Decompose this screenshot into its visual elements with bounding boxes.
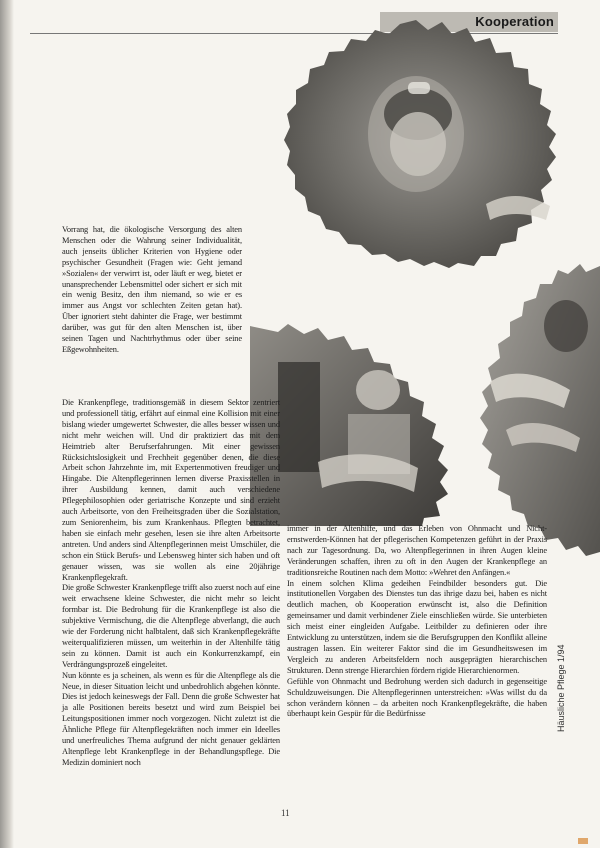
paragraph: Vorrang hat, die ökologische Versorgung des alten Menschen oder die Wahrung seiner Individualität, auch jenseits üblicher Kriterien von Hygiene oder psychischer Gesundheit (Fragen wie: Geht jemand »Sozialen« der verwirrt ist, oder läuft er weg, bietet er unansprechender Lebensmittel oder sichert er sich mit ein wenig Besitz, den ihm niemand, so wie er es immer aus Angst vor schlechten Zeiten getan hat). Über ignoriert steht dahinter die Frage, wer bestimmt darüber, was gut für den alten Menschen ist, über seinen Tagen und Nachtrhythmus oder über seine Eßgewohnheiten. [62,225,242,354]
photo-caregiver-hands [470,262,600,558]
section-title: Kooperation [475,14,554,29]
text-column-left [62,398,280,769]
text-column-left-top [62,225,242,356]
corner-mark [578,838,588,844]
page-number: 11 [281,808,290,818]
binding-shadow [0,0,14,848]
photo-care-scene [248,322,470,526]
journal-issue-label: Häusliche Pflege 1/94 [556,644,566,732]
paragraph: Die Krankenpflege, traditionsgemäß in diesem Sektor zentriert und professionell tätig, erfährt auf einmal eine Kollision mit einer bislang wieder umgewertet Schwester, die alles besser wissen und nicht mehr weichen will. Und dir praktiziert das mit dem Heimtrieb alter Berufserfahrungen. Mit einer gewissen Rücksichtslosigkeit und Frechheit gegenüber denen, die diese Arbeit schon Jahrzehnte im, mit Expertenmotiven freudiger und Hingabe. Die Altenpflegerinnen lernen diverse Praxisstellen in ihrer Ausbildung kennen, damit auch verschiedene Pflegephilosophien oder geriatrische Konzepte und sind erzieht auch Arbeitsorte, von den Freiheitsgraden über die Sozialstation, zum Seniorenheim, bis zum Krankenhaus. Pflegten betrachtet, haben sie einfach mehr gesehen, lesen sie ihre alten Arbeitsorte antreten. Und anders sind Altenpflegerinnen meist Umschüler, die schon ein Stück Berufs- und Lebensweg hinter sich haben und oft genauer wissen, was sie wollen als eine 20jährige Krankenpflegekraft. Die große Schwester Krankenpflege trifft also zuerst noch auf eine weit erwachsene kleine Schwester, die nicht mehr so leicht formbar ist. Die Bedrohung für die Krankenpflege ist also die subjektive Vermischung, die die Altenpflege abverlangt, die auch wie der Forderung nicht halbtalent, daß sich Krankenpflegekräfte weiterqualifizieren müssen, um weiterhin in der Altenhilfe tätig sein zu können. Damit ist auch ein Konkurrenzkampf, ein Verdrängungsprozeß eingeleitet. Nun könnte es ja scheinen, als wenn es für die Altenpflege als die Neue, in dieser Situation leicht und unbedrohlich abgehen könnte. Dies ist jedoch keineswegs der Fall. Denn die große Schwester hat ja alle Positionen bereits besetzt und wird zum Beispiel bei Leitungspositionen immer noch vorgezogen. Nicht zuletzt ist die Ähnliche Pflege für Altenpflegekräften noch immer ein Ideelles und unerfreuliches Thema aufgrund der nicht genauer geklärten Altenpflege lebt Krankenpflege in der Behandlungspflege. Die Medizin dominiert noch [62,398,280,767]
photo-older-woman [258,16,574,268]
paragraph: immer in der Altenhilfe, und das Erleben von Ohnmacht und Nicht-ernstwerden-Können hat der pflegerischen Kompetenzen geführt in der Praxis nach zur Tagesordnung. Da, wo Altenpflegerinnen in ihren Augen kleine Veränderungen schaffen, ihren zu oft in den Augen der Krankenpflege an traditionsreiche Routinen nach dem Motto: »Wehret den Anfängen.« In einem solchen Klima gedeihen Feindbilder besonders gut. Die institutionellen Vorgaben des Dienstes tun das ihrige dazu bei, haben es nicht deutlich machen, ob Kooperation erwünscht ist, also die Definition gemeinsamer und damit verbindener Ziele einschließen würde. Sie unterbieten sich meist einer eingleiden Aufgabe. Leitbilder zu definieren oder ihre Entwicklung zu unterstützen, indem sie die Berufsgruppen den Konflikt alleine austragen lassen. Ein weiterer Faktor sind die im Gesundheitswesen im Vergleich zu anderen Arbeitsfeldern noch ausgeprägten hierarchischen Strukturen. Denn strenge Hierarchien fördern rigide Hierarchienormen. Gefühle von Ohnmacht und Bedrohung werden sich dadurch in gegenseitige Schuldzuweisungen. Die Altenpflegerinnen unterstreichen: »Was willst du da schon verändern können – da arbeiten noch Krankenpflegekräfte, die haben überhaupt kein Gespür für die Bedürfnisse [287,524,547,719]
text-column-right [287,524,547,720]
